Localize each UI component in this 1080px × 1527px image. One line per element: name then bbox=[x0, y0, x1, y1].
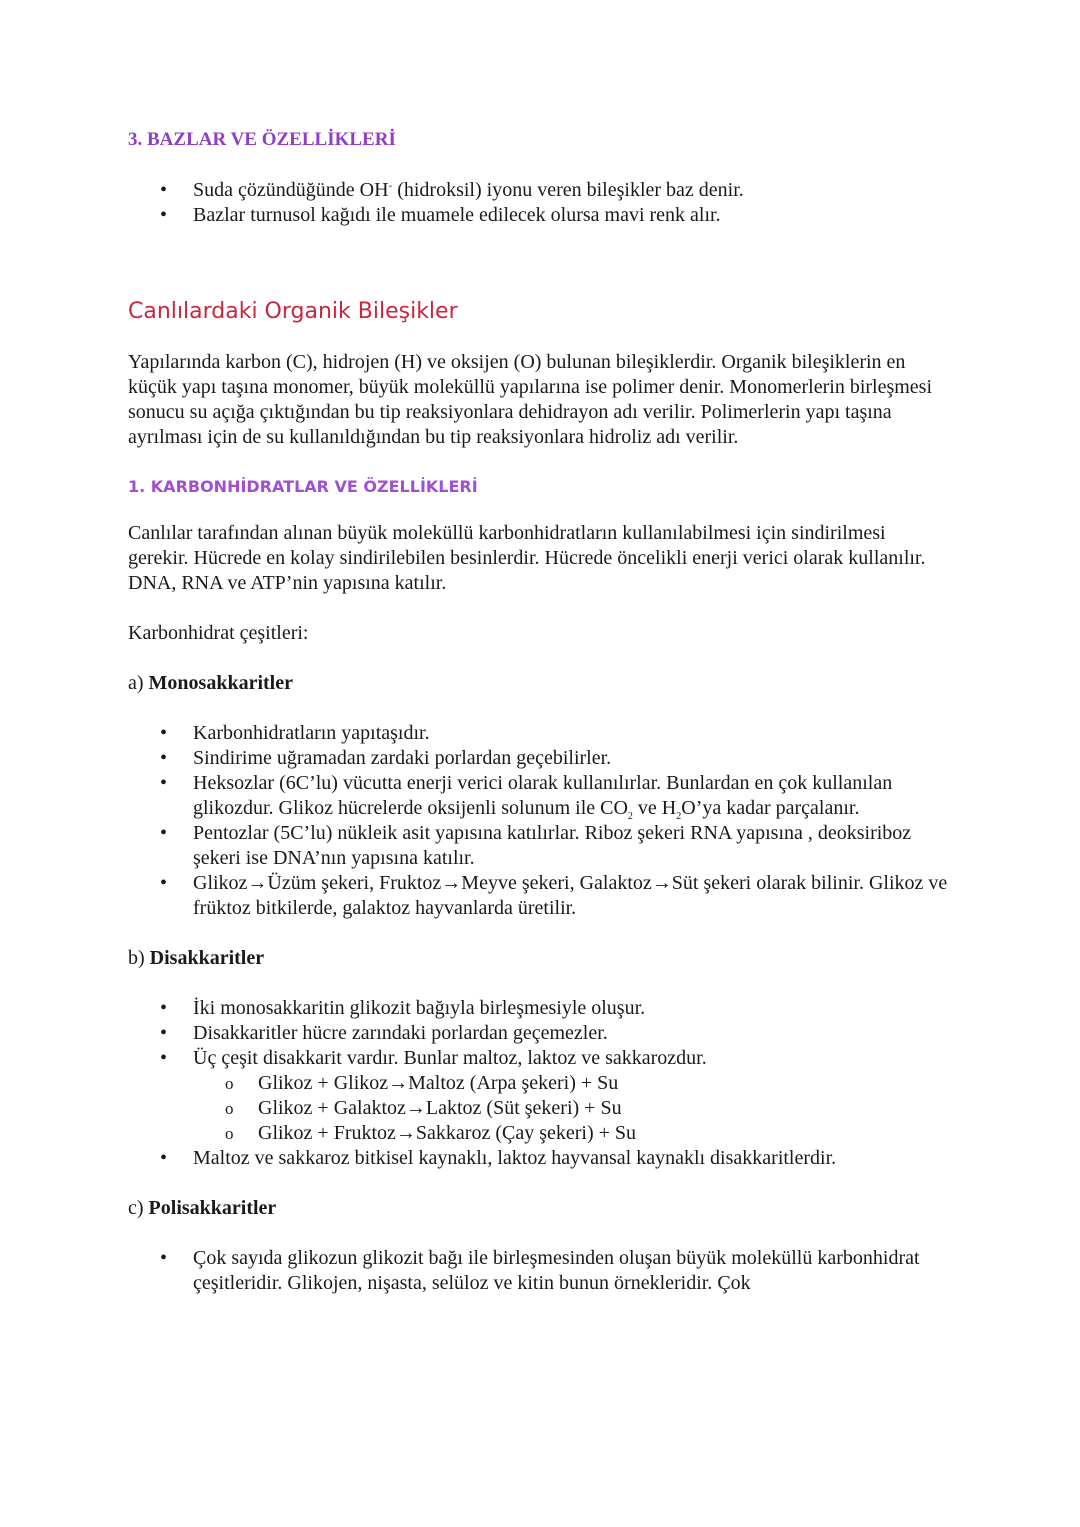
paragraph-organic: Yapılarında karbon (C), hidrojen (H) ve oksijen (O) bulunan bileşiklerdir. Organik bileşiklerin en küçük yapı taşına monomer, büyük moleküllü yapılarına ise polimer denir. Monomerlerin birleşmesi sonucu su açığa çıktığından bu tip reaksiyonlara dehidrayon adı verilir. Polimerlerin yapı taşına ayrılması için de su kullanıldığından bu tip reaksiyonlara hidroliz adı verilir. bbox=[128, 351, 933, 448]
monosaccharides-list bbox=[128, 721, 948, 921]
prefix: c) bbox=[128, 1197, 149, 1219]
subheading-monosaccharides bbox=[128, 671, 948, 696]
document-content bbox=[128, 120, 948, 1296]
subscript: 2 bbox=[627, 811, 633, 822]
list-item: • Üç çeşit disakkarit vardır. Bunlar maltoz, laktoz ve sakkarozdur. bbox=[128, 1046, 948, 1071]
title: Monosakkaritler bbox=[148, 672, 293, 694]
list-item bbox=[128, 178, 948, 203]
heading-carbohydrates: 1. KARBONHİDRATLAR VE ÖZELLİKLERİ bbox=[128, 477, 478, 496]
title: Polisakkaritler bbox=[148, 1197, 277, 1219]
list-item: • İki monosakkaritin glikozit bağıyla birleşmesiyle oluşur. bbox=[128, 996, 948, 1021]
carbohydrate-types-label: Karbonhidrat çeşitleri: bbox=[128, 622, 309, 644]
text: (hidroksil) iyonu veren bileşikler baz denir. bbox=[392, 179, 744, 201]
list-item: • Karbonhidratların yapıtaşıdır. bbox=[128, 721, 948, 746]
list-item: • Maltoz ve sakkaroz bitkisel kaynaklı, laktoz hayvansal kaynaklı disakkaritlerdir. bbox=[128, 1146, 948, 1171]
list-item: • Sindirime uğramadan zardaki porlardan geçebilirler. bbox=[128, 746, 948, 771]
subheading-polysaccharides bbox=[128, 1196, 948, 1221]
title: Disakkaritler bbox=[149, 947, 265, 969]
paragraph-carbohydrates: Canlılar tarafından alınan büyük moleküllü karbonhidratların kullanılabilmesi için sindirilmesi gerekir. Hücrede en kolay sindirilebilen besinlerdir. Hücrede öncelikli enerji verici olarak kullanılır. DNA, RNA ve ATP’nin yapısına katılır. bbox=[128, 522, 926, 594]
sub-list-item: o Glikoz + Glikoz→Maltoz (Arpa şekeri) + Su bbox=[128, 1071, 948, 1096]
list-item: • Glikoz→Üzüm şekeri, Fruktoz→Meyve şekeri, Galaktoz→Süt şekeri olarak bilinir. Glikoz ve früktoz bitkilerde, galaktoz hayvanlarda üretilir. bbox=[128, 871, 948, 921]
section-heading-bases: 3. BAZLAR VE ÖZELLİKLERİ bbox=[128, 129, 396, 150]
sub-list-item: o Glikoz + Galaktoz→Laktoz (Süt şekeri) + Su bbox=[128, 1096, 948, 1121]
sub-list-item: o Glikoz + Fruktoz→Sakkaroz (Çay şekeri) + Su bbox=[128, 1121, 948, 1146]
list-item: • Çok sayıda glikozun glikozit bağı ile birleşmesinden oluşan büyük moleküllü karbonhidrat çeşitleridir. Glikojen, nişasta, selüloz ve kitin bunun örnekleridir. Çok bbox=[128, 1246, 948, 1296]
text: Heksozlar (6C’lu) vücutta enerji verici olarak kullanılırlar. Bunlardan en çok kullanılan glikozdur. Glikoz hücrelerde oksijenli solunum ile CO bbox=[193, 772, 893, 819]
bases-list bbox=[128, 178, 948, 228]
text: O’ya kadar parçalanır. bbox=[681, 797, 860, 819]
subscript: 2 bbox=[676, 811, 682, 822]
list-item: • Disakkaritler hücre zarındaki porlardan geçemezler. bbox=[128, 1021, 948, 1046]
polysaccharides-list bbox=[128, 1246, 948, 1296]
superscript: - bbox=[388, 179, 393, 192]
prefix: a) bbox=[128, 672, 149, 694]
list-item: • Pentozlar (5C’lu) nükleik asit yapısına katılırlar. Riboz şekeri RNA yapısına , deoksiriboz şekeri ise DNA’nın yapısına katılır. bbox=[128, 821, 948, 871]
list-item bbox=[128, 771, 948, 821]
text: ve H bbox=[632, 797, 677, 819]
heading-organic-compounds: Canlılardaki Organik Bileşikler bbox=[128, 299, 458, 324]
text: Suda çözündüğünde OH bbox=[193, 179, 389, 201]
prefix: b) bbox=[128, 947, 150, 969]
list-item: • Bazlar turnusol kağıdı ile muamele edilecek olursa mavi renk alır. bbox=[128, 203, 948, 228]
subheading-disaccharides bbox=[128, 946, 948, 971]
disaccharides-list bbox=[128, 996, 948, 1171]
